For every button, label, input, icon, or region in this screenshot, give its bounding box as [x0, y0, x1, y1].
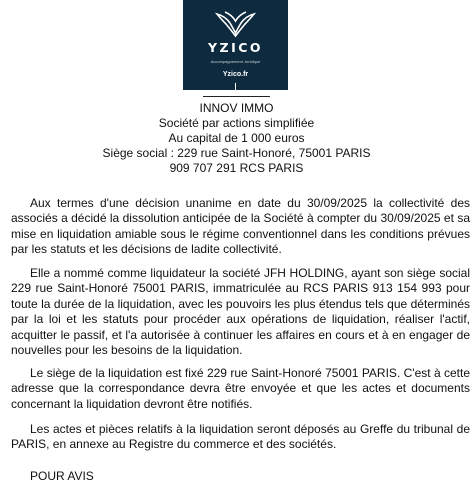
share-capital: Au capital de 1 000 euros [168, 131, 305, 145]
filing-paragraph: Les actes et pièces relatifs à la liquidation seront déposés au Greffe du tribunal de PARIS, en annexe au Registre du commerce et des sociétés. [11, 422, 470, 452]
logo-url: Yzico.fr [222, 71, 249, 78]
company-name: INNOV IMMO [199, 101, 274, 115]
logo-tagline: Accompagnement Juridique [210, 59, 261, 64]
yzico-emblem-icon [183, 6, 288, 38]
company-header [0, 101, 473, 176]
header-rule [203, 96, 270, 97]
registered-office: Siège social : 229 rue Saint-Honoré, 75001 PARIS [102, 146, 371, 160]
logo-divider [235, 83, 236, 90]
rcs-registration: 909 707 291 RCS PARIS [169, 161, 304, 175]
legal-form: Société par actions simplifiée [158, 116, 315, 130]
liquidator-paragraph: Elle a nommé comme liquidateur la société JFH HOLDING, ayant son siège social 229 rue Saint-Honoré 75001 PARIS, immatriculée au RCS PARIS 913 154 993 pour toute la durée de la liquidation, avec les pouvoirs les plus étendus tels que déterminés par la loi et les statuts pour procéder aux opérations de liquidation, réaliser l'actif, acquitter le passif, et l'a autorisée à continuer les affaires en cours et à en engager de nouvelles pour les besoins de la liquidation. [11, 266, 470, 358]
closing-line: POUR AVIS [30, 469, 94, 483]
dissolution-paragraph: Aux termes d'une décision unanime en date du 30/09/2025 la collectivité des associés a décidé la dissolution anticipée de la Société à compter du 30/09/2025 et sa mise en liquidation amiable sous le régime conventionnel dans les conditions prévues par les statuts et les décisions de ladite collectivité. [11, 196, 470, 257]
liquidation-seat-paragraph: Le siège de la liquidation est fixé 229 rue Saint-Honoré 75001 PARIS. C'est à cette adresse que la correspondance devra être envoyée et que les actes et documents concernant la liquidation devront être notifiés. [11, 366, 470, 411]
publisher-logo [183, 0, 288, 90]
logo-name: YZICO [207, 40, 264, 55]
